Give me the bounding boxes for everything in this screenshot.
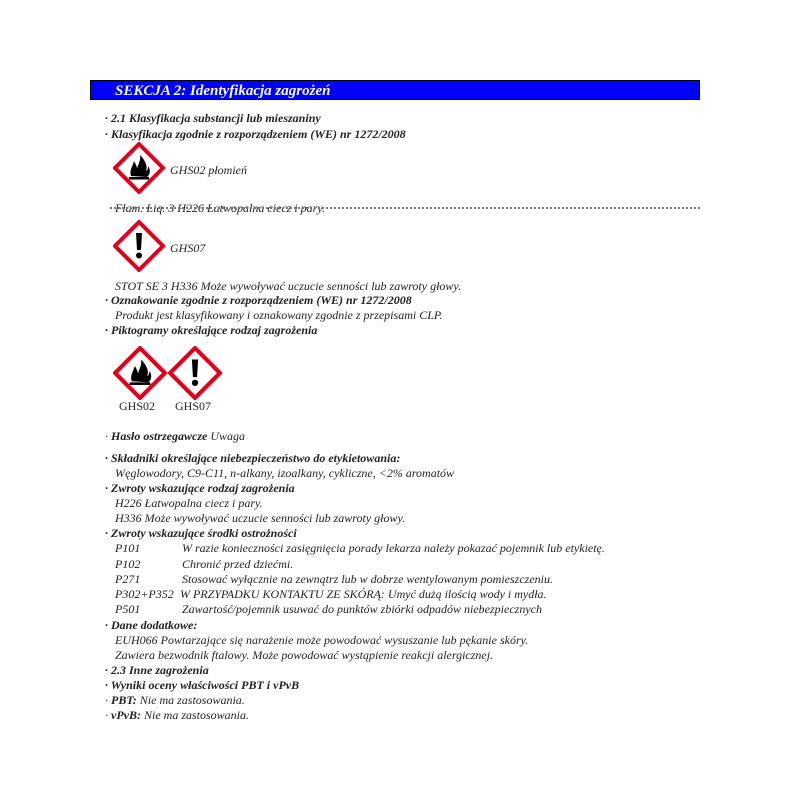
ghs07-label: GHS07 [170,241,206,255]
labelling-text: Produkt jest klasyfikowany i oznakowany zgodnie z przepisami CLP. [115,308,443,322]
pictogram-ghs07-icon [168,346,222,400]
pictogram-code-ghs02: GHS02 [119,399,156,413]
heading-additional-data: · Dane dodatkowe: [105,618,198,632]
ghs02-flame-pictogram-icon [113,142,165,194]
heading-classification-reg: · Klasyfikacja zgodnie z rozporządzeniem (WE) nr 1272/2008 [105,127,406,141]
pictogram-code-ghs07: GHS07 [175,399,212,413]
heading-pbt-vpvb: · Wyniki oceny właściwości PBT i vPvB [105,678,300,692]
heading-pictograms: · Piktogramy określające rodzaj zagrożenia [105,323,318,337]
ghs07-exclamation-pictogram-icon [113,220,165,272]
additional-allergen: Zawiera bezwodnik ftalowy. Może powodować wystąpienie reakcji alergicznej. [115,648,494,662]
hazard-statement-h336: H336 Może wywoływać uczucie senności lub zawroty głowy. [115,511,406,525]
heading-hazard-statements: · Zwroty wskazujące rodzaj zagrożenia [105,481,295,495]
dotted-divider [110,207,700,211]
precaution-code: P501 [115,602,141,616]
exclamation-icon [192,360,198,386]
pbt-line: · PBT: Nie ma zastosowania. [105,693,245,707]
precaution-text: Zawartość/pojemnik usuwać do punktów zbiórki odpadów niebezpiecznych [182,602,542,616]
signal-word: Uwaga [210,429,246,443]
precaution-code: P101 [115,541,141,555]
precaution-text: Stosować wyłącznie na zewnątrz lub w dobrze wentylowanym pomieszczeniu. [182,572,553,586]
precaution-text: Chronić przed dziećmi. [182,557,294,571]
section-title: SEKCJA 2: Identyfikacja zagrożeń [115,83,331,99]
ghs02-hazard-text: Flam. Liq. 3 H226 Łatwopalna ciecz i pary. [115,201,325,215]
signal-word-heading: Hasło ostrzegawcze [111,429,208,443]
heading-2-3: · 2.3 Inne zagrożenia [105,663,209,677]
heading-precautionary: · Zwroty wskazujące środki ostrożności [105,526,297,540]
section-header [90,80,700,100]
heading-2-1: · 2.1 Klasyfikacja substancji lub mieszaniny [105,111,321,125]
precaution-code: P102 [115,557,141,571]
signal-word-line: · Hasło ostrzegawcze Uwaga [105,429,246,443]
precaution-code: P302+P352 [115,587,174,601]
heading-components: · Składniki określające niebezpieczeństwo do etykietowania: [105,451,401,465]
vpvb-line: · vPvB: Nie ma zastosowania. [105,708,249,722]
precaution-text: W razie konieczności zasięgnięcia porady lekarza należy pokazać pojemnik lub etykietę. [182,541,605,555]
ghs02-label: GHS02 płomień [170,163,247,177]
precaution-code: P271 [115,572,141,586]
heading-labelling: · Oznakowanie zgodnie z rozporządzeniem (WE) nr 1272/2008 [105,293,412,307]
hazard-statement-h226: H226 Łatwopalna ciecz i pary. [115,496,263,510]
exclamation-icon [136,233,142,259]
additional-euh066: EUH066 Powtarzające się narażenie może powodować wysuszanie lub pękanie skóry. [115,633,529,647]
components-text: Węglowodory, C9-C11, n-alkany, izoalkany, cykliczne, <2% aromatów [115,466,455,480]
ghs07-hazard-text: STOT SE 3 H336 Może wywoływać uczucie senności lub zawroty głowy. [115,279,462,293]
pictogram-ghs02-icon [113,346,167,400]
precaution-text: W PRZYPADKU KONTAKTU ZE SKÓRĄ: Umyć dużą ilością wody i mydła. [180,587,547,601]
